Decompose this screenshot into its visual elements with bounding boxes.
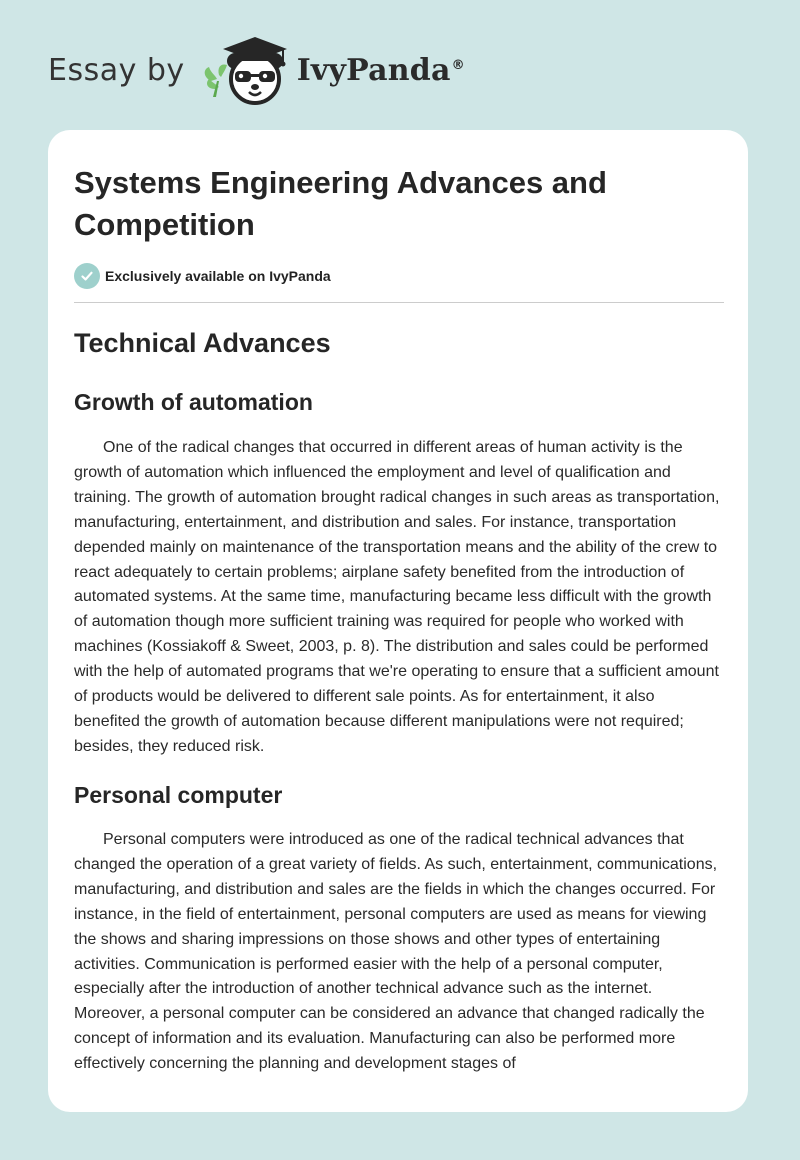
exclusive-badge-label: Exclusively available on IvyPanda — [105, 268, 331, 284]
section-heading: Technical Advances — [74, 328, 331, 358]
subsection-heading: Growth of automation — [74, 389, 313, 415]
title-divider — [74, 302, 724, 303]
paragraph-text: One of the radical changes that occurred in different areas of human activity is the growth of automation which influenced the employment and level of qualification and training. The growth of automation brought radical changes in such areas as transportation, manufacturing, entertainment, and distribution and sales. For instance, transportation depended mainly on maintenance of the transportation means and the ability of the crew to react adequately to certain problems; airplane safety benefited from the introduction of automated systems. At the same time, manufacturing became less difficult with the growth of automation though more sufficient training was required for people who worked with machines (Kossiakoff & Sweet, 2003, p. 8). The distribution and sales could be performed with the help of automated programs that we're operating to ensure that a sufficient amount of products would be delivered to different sale points. As for entertainment, it also benefited the growth of automation because different manipulations were not required; besides, they reduced risk. — [74, 439, 720, 755]
brand-prefix: Essay by — [48, 52, 185, 88]
article-card — [48, 130, 748, 1112]
site-brand[interactable] — [48, 30, 465, 110]
subsection-heading: Personal computer — [74, 782, 283, 808]
paragraph — [74, 828, 724, 1077]
exclusive-badge — [74, 263, 331, 289]
registered-mark: ® — [451, 57, 465, 73]
panda-graduate-icon — [199, 31, 295, 109]
paragraph — [74, 436, 724, 760]
check-circle-icon — [74, 263, 100, 289]
brand-name: IvyPanda® — [296, 52, 465, 88]
paragraph-text: Personal computers were introduced as one of the radical technical advances that changed the operation of a great variety of fields. As such, entertainment, communications, manufacturing, and distribution and sales are the fields in which the changes occurred. For instance, in the field of entertainment, personal computers are used as means for viewing the shows and sharing impressions on those shows and other types of entertaining activities. Communication is performed easier with the help of a personal computer, especially after the introduction of another technical advance such as the internet. Moreover, a personal computer can be considered an advance that changed radically the concept of information and its evaluation. Manufacturing can also be performed more effectively concerning the planning and development stages of — [74, 831, 718, 1073]
article-title: Systems Engineering Advances and Competition — [74, 165, 607, 242]
